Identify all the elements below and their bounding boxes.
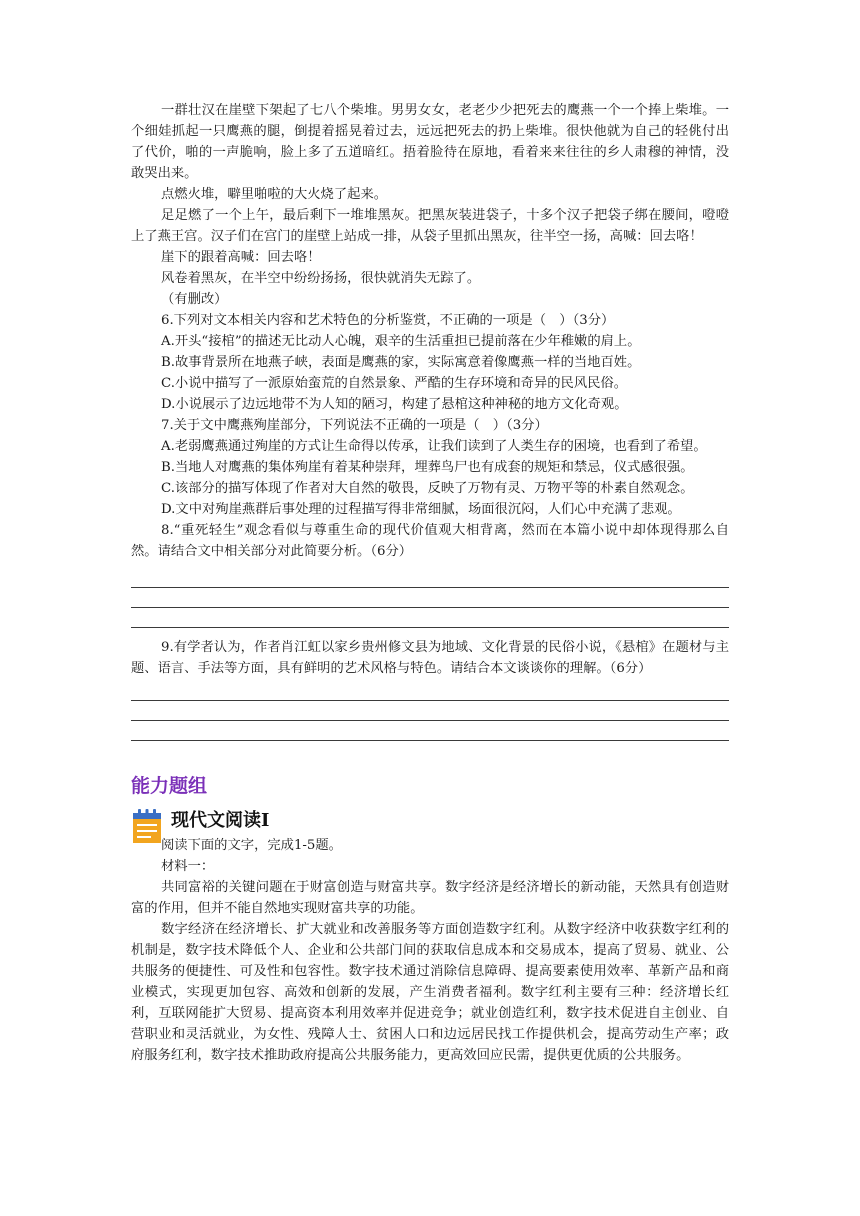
answer-line[interactable] — [131, 721, 729, 741]
question-stem: 9.有学者认为，作者肖江虹以家乡贵州修文县为地域、文化背景的民俗小说，《悬棺》在题材与主题、语言、手法等方面，具有鲜明的艺术风格与特色。请结合本文谈谈你的理解。（6分） — [131, 640, 729, 676]
question-stem: 6.下列对文本相关内容和艺术特色的分析鉴赏，不正确的一项是（ ）（3分） — [161, 313, 615, 328]
question-7 — [131, 415, 729, 520]
option-d[interactable]: D.小说展示了边远地带不为人知的陋习，构建了悬棺这种神秘的地方文化奇观。 — [161, 397, 628, 412]
answer-area[interactable] — [131, 568, 729, 628]
reading-instruction: 阅读下面的文字，完成1-5题。 — [161, 838, 342, 853]
question-8 — [131, 520, 729, 628]
option-b[interactable]: B.当地人对鹰燕的集体殉崖有着某种崇拜，埋葬鸟尸也有成套的规矩和禁忌，仪式感很强。 — [161, 460, 694, 475]
story-paragraph: 一群壮汉在崖壁下架起了七八个柴堆。男男女女，老老少少把死去的鹰燕一个一个捧上柴堆。一个细娃抓起一只鹰燕的腿，倒提着摇晃着过去，远远把死去的扔上柴堆。很快他就为自己的轻佻付出了代价，啪的一声脆响，脸上多了五道暗红。捂着脸待在原地，看着来来往往的乡人肃穆的神情，没敢哭出来。 — [131, 103, 729, 181]
option-a[interactable]: A.开头“接棺”的描述无比动人心魄，艰辛的生活重担已提前落在少年稚嫩的肩上。 — [161, 334, 641, 349]
answer-area[interactable] — [131, 681, 729, 741]
material-label: 材料一： — [161, 859, 215, 874]
story-paragraph: 点燃火堆，噼里啪啦的大火烧了起来。 — [161, 187, 388, 202]
question-stem: 8.“重死轻生”观念看似与尊重生命的现代价值观大相背离，然而在本篇小说中却体现得那么自然。请结合文中相关部分对此简要分析。（6分） — [131, 523, 729, 559]
option-d[interactable]: D.文中对殉崖燕群后事处理的过程描写得非常细腻，场面很沉闷，人们心中充满了悲观。 — [161, 502, 681, 517]
option-a[interactable]: A.老弱鹰燕通过殉崖的方式让生命得以传承，让我们读到了人类生存的困境，也看到了希望。 — [161, 439, 707, 454]
question-stem: 7.关于文中鹰燕殉崖部分，下列说法不正确的一项是（ ）（3分） — [161, 418, 548, 433]
answer-line[interactable] — [131, 701, 729, 721]
answer-line[interactable] — [131, 568, 729, 588]
story-paragraph: 风卷着黑灰，在半空中纷纷扬扬，很快就消失无踪了。 — [161, 271, 481, 286]
question-6 — [131, 310, 729, 415]
story-paragraph: 足足燃了一个上午，最后剩下一堆堆黑灰。把黑灰装进袋子，十多个汉子把袋子绑在腰间，噔噔上了燕王宫。汉子们在宫门的崖壁上站成一排，从袋子里抓出黑灰，往半空一扬，高喊：回去咯！ — [131, 208, 729, 244]
story-paragraph: 崖下的跟着高喊：回去咯！ — [161, 250, 321, 265]
subsection-heading — [131, 807, 729, 835]
option-c[interactable]: C.小说中描写了一派原始蛮荒的自然景象、严酷的生存环境和奇异的民风民俗。 — [161, 376, 628, 391]
question-9 — [131, 637, 729, 741]
answer-line[interactable] — [131, 681, 729, 701]
material-paragraph: 数字经济在经济增长、扩大就业和改善服务等方面创造数字红利。从数字经济中收获数字红利的机制是，数字技术降低个人、企业和公共部门间的获取信息成本和交易成本，提高了贸易、就业、公共服务的便捷性、可及性和包容性。数字技术通过消除信息障碍、提高要素使用效率、革新产品和商业模式，实现更加包容、高效和创新的发展，产生消费者福利。数字红利主要有三种：经济增长红利，互联网能扩大贸易、提高资本利用效率并促进竞争；就业创造红利，数字技术促进自主创业、自营职业和灵活就业，为女性、残障人士、贫困人口和边远居民找工作提供机会，提高劳动生产率；政府服务红利，数字技术推助政府提高公共服务能力，更高效回应民需，提供更优质的公共服务。 — [131, 922, 729, 1063]
edit-note: （有删改） — [161, 292, 228, 307]
answer-line[interactable] — [131, 608, 729, 628]
section-title: 能力题组 — [131, 775, 208, 797]
document-body — [131, 100, 729, 1066]
option-c[interactable]: C.该部分的描写体现了作者对大自然的敬畏，反映了万物有灵、万物平等的朴素自然观念。 — [161, 481, 694, 496]
material-paragraph: 共同富裕的关键问题在于财富创造与财富共享。数字经济是经济增长的新动能，天然具有创造财富的作用，但并不能自然地实现财富共享的功能。 — [131, 880, 729, 916]
option-b[interactable]: B.故事背景所在地燕子峡，表面是鹰燕的家，实际寓意着像鹰燕一样的当地百姓。 — [161, 355, 641, 370]
subsection-title: 现代文阅读Ⅰ — [171, 810, 270, 831]
answer-line[interactable] — [131, 588, 729, 608]
